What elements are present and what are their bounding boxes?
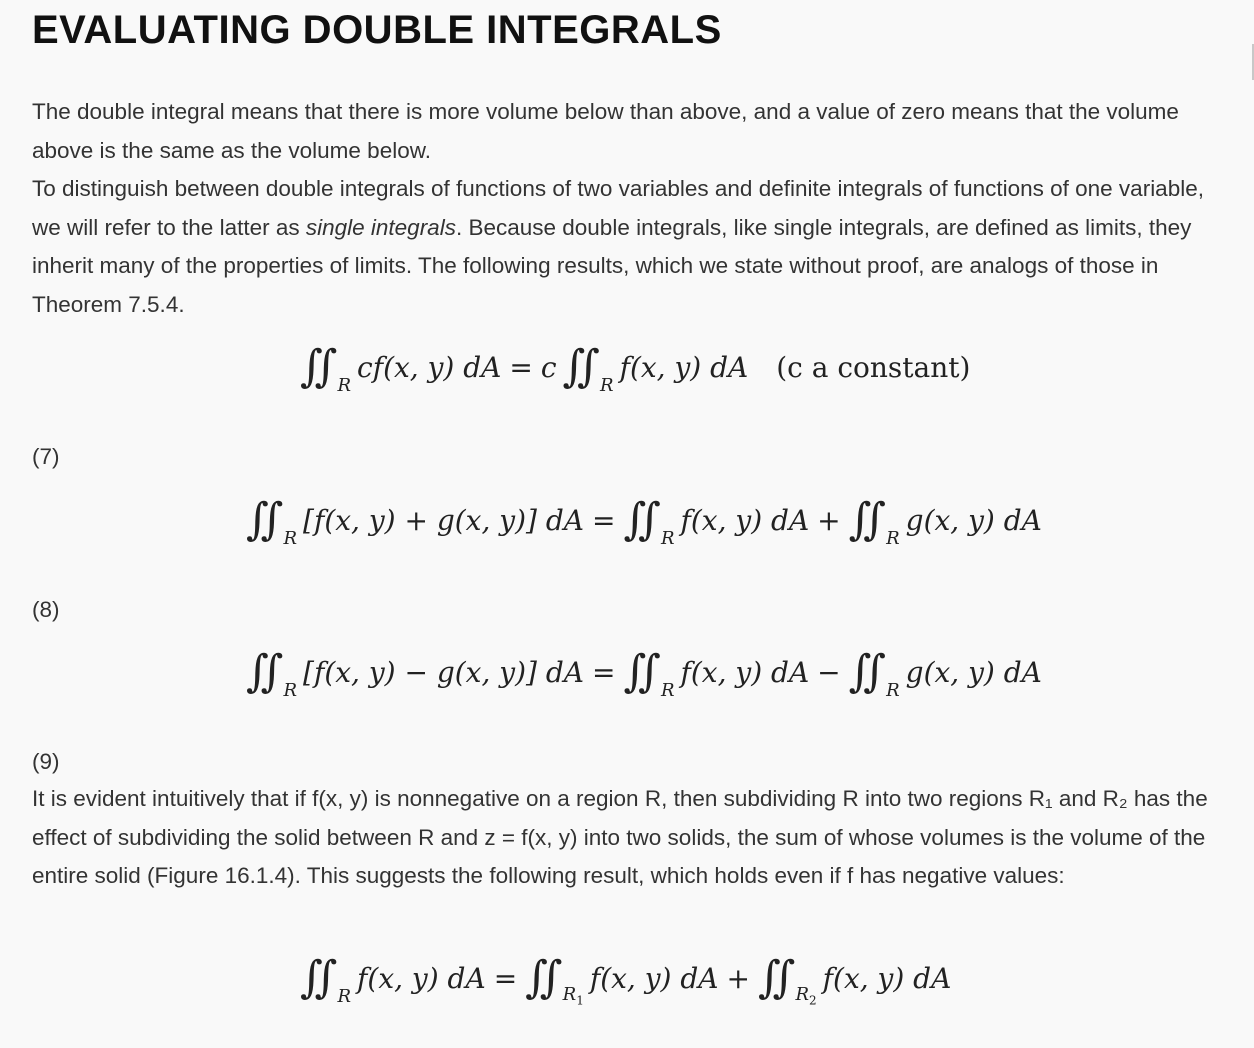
equation-additivity <box>300 952 952 1008</box>
paragraph-subdivision: It is evident intuitively that if f(x, y) is nonnegative on a region R, then subdividing R into two regions R₁ and R₂ has the effect of subdividing the solid between R and z = f(x, y) into two solids, the sum of whose volumes is the volume of the entire solid (Figure 16.1.4). This suggests the following result, which holds even if f has negative values: <box>32 786 1208 888</box>
double-integral-symbol: ∬ <box>525 952 549 1003</box>
double-integral-symbol: ∬ <box>757 952 782 1003</box>
paragraph-intro: The double integral means that there is more volume below than above, and a value of zero means that the volume above is the same as the volume below. <box>32 99 1179 163</box>
equals-sign: = <box>592 655 616 689</box>
double-integral-symbol: ∬ <box>246 646 270 697</box>
minus-sign: − <box>817 655 841 689</box>
region-letter: R <box>795 984 810 1006</box>
equals-sign: = <box>493 961 518 995</box>
region-label: R <box>283 679 298 701</box>
equation-8 <box>246 494 1042 549</box>
region-label: R <box>886 679 900 701</box>
equation-term: [f(x, y) + g(x, y)] dA <box>303 503 584 537</box>
constant-c: c <box>540 350 557 384</box>
region-label: R <box>660 679 675 701</box>
emphasis-single-integrals: single integrals <box>305 214 456 240</box>
plus-sign: + <box>817 503 841 537</box>
double-integral-symbol: ∬ <box>562 341 587 392</box>
constant-note: (c a constant) <box>776 350 971 384</box>
page-title: EVALUATING DOUBLE INTEGRALS <box>32 8 722 52</box>
double-integral-symbol: ∬ <box>246 494 270 545</box>
equation-term: f(x, y) dA <box>680 503 810 537</box>
paragraph-text: . Because double integrals, like single integrals, are defined as limits, they inherit many of the properties of limits. The following results, which we state without proof, are analogs of those in Theorem 7.5.4. <box>32 214 1192 317</box>
region-label: R <box>337 985 352 1007</box>
paragraph-text: To distinguish between double integrals of functions of two variables and definite integrals of functions of one variable, we will refer to the latter as <box>32 176 1204 240</box>
equation-term: [f(x, y) − g(x, y)] dA <box>303 655 584 689</box>
double-integral-symbol: ∬ <box>300 341 324 392</box>
region-label: R <box>886 527 900 549</box>
equation-number-7: (7) <box>32 444 60 469</box>
plus-sign: + <box>726 961 750 995</box>
equation-term: cf(x, y) dA <box>357 350 502 384</box>
region-label: R <box>283 527 298 549</box>
double-integral-symbol: ∬ <box>623 646 647 697</box>
equation-number-8: (8) <box>32 597 60 622</box>
double-integral-symbol: ∬ <box>848 494 873 545</box>
equation-7 <box>300 341 971 396</box>
double-integral-symbol: ∬ <box>848 646 873 697</box>
equation-9 <box>246 646 1042 701</box>
equals-sign: = <box>509 350 533 384</box>
equation-number-9: (9) <box>32 749 60 774</box>
region-label-r2 <box>795 984 816 1008</box>
equals-sign: = <box>592 503 616 537</box>
region-subscript: 2 <box>809 993 817 1008</box>
equation-term: f(x, y) dA <box>822 961 952 995</box>
paragraph-properties <box>32 170 1212 324</box>
equation-term: f(x, y) dA <box>680 655 810 689</box>
equation-term: g(x, y) dA <box>905 655 1042 689</box>
region-subscript: 1 <box>576 993 584 1008</box>
region-letter: R <box>562 984 577 1006</box>
region-label-r1 <box>563 984 584 1008</box>
region-label: R <box>337 374 352 396</box>
equation-term: f(x, y) dA <box>619 350 749 384</box>
double-integral-symbol: ∬ <box>300 952 324 1003</box>
equation-term: f(x, y) dA <box>589 961 719 995</box>
region-label: R <box>600 374 614 396</box>
equation-term: f(x, y) dA <box>357 961 486 995</box>
equation-term: g(x, y) dA <box>905 503 1042 537</box>
double-integral-symbol: ∬ <box>623 494 647 545</box>
region-label: R <box>660 527 675 549</box>
